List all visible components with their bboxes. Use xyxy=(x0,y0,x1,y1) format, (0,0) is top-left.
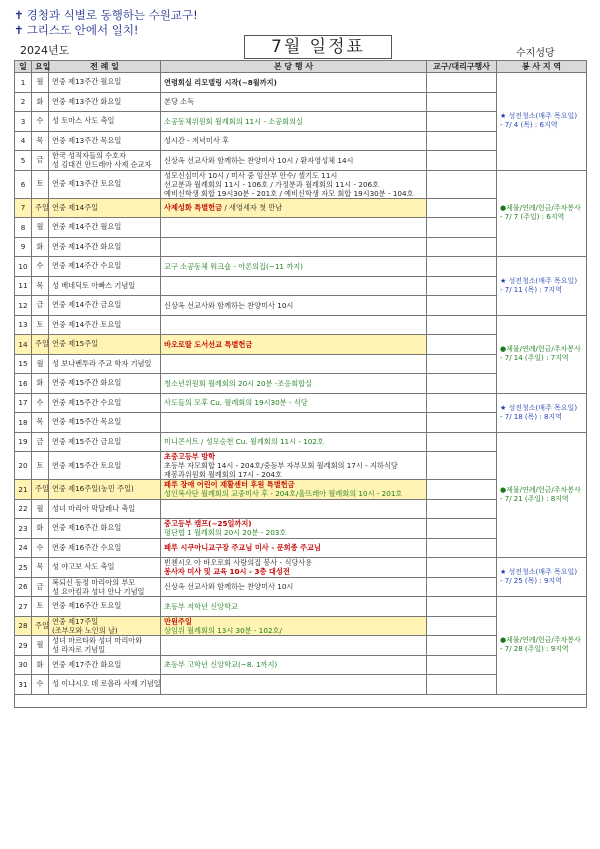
event-cell xyxy=(161,393,427,413)
day-cell: 24 xyxy=(15,538,32,558)
liturgy-cell: 연중 제14주간 토요일 xyxy=(49,315,161,335)
table-row xyxy=(15,170,587,198)
diocese-cell xyxy=(427,112,497,132)
diocese-cell xyxy=(427,616,497,636)
event-text: 초중고등부 방학 xyxy=(164,452,216,461)
event-text: 교구 소공동체 워크숍 - 아론의집(~11 까지) xyxy=(164,261,303,271)
diocese-cell xyxy=(427,131,497,151)
weekday-cell: 목 xyxy=(32,558,49,578)
event-text: 사도들의 모후 Cu. 월례회의 19시30분 - 식당 xyxy=(164,398,308,408)
day-cell: 11 xyxy=(15,276,32,296)
liturgy-cell: 연중 제15주간 금요일 xyxy=(49,432,161,452)
diocese-cell xyxy=(427,597,497,617)
liturgy-line: (조부모와 노인의 날) xyxy=(52,625,118,635)
day-cell: 21 xyxy=(15,480,32,500)
event-cell xyxy=(161,237,427,257)
day-cell: 1 xyxy=(15,73,32,93)
cross-icon: ✝ xyxy=(14,8,24,22)
liturgy-cell: 연중 제15주간 토요일 xyxy=(49,452,161,480)
diocese-cell xyxy=(427,519,497,539)
liturgy-line: 성 요아킴과 성녀 안나 기념일 xyxy=(52,586,145,596)
diocese-cell xyxy=(427,151,497,171)
event-cell xyxy=(161,296,427,316)
day-cell: 10 xyxy=(15,257,32,277)
weekday-cell: 금 xyxy=(32,151,49,171)
day-cell: 7 xyxy=(15,198,32,218)
day-cell: 23 xyxy=(15,519,32,539)
service-area-cell xyxy=(497,170,587,257)
event-cell xyxy=(161,335,427,355)
weekday-cell: 목 xyxy=(32,276,49,296)
weekday-cell: 목 xyxy=(32,413,49,433)
service-line: ★ 성전청소(매주 목요일) xyxy=(500,276,578,285)
event-text: 신상옥 선교사와 함께하는 찬양미사 10시 / 환자영성체 14시 xyxy=(164,155,354,165)
event-text: 신상옥 선교사와 함께하는 찬양미사 10시 xyxy=(164,300,294,310)
diocese-cell xyxy=(427,558,497,578)
day-cell: 2 xyxy=(15,92,32,112)
event-cell xyxy=(161,170,427,198)
event-text: 성모신심미사 10시 / 미사 중 임산부 안수/ 셀기도 11시 xyxy=(164,170,338,180)
event-cell xyxy=(161,480,427,500)
table-row xyxy=(15,257,587,277)
service-line: - 7/ 25 (목) : 9지역 xyxy=(500,577,562,585)
service-line: - 7/ 21 (주일) : 8지역 xyxy=(500,494,569,503)
weekday-cell: 수 xyxy=(32,112,49,132)
weekday-cell: 토 xyxy=(32,315,49,335)
service-line: ★ 성전청소(매주 목요일) xyxy=(500,403,578,412)
event-cell xyxy=(161,413,427,433)
diocese-cell xyxy=(427,276,497,296)
diocese-cell xyxy=(427,480,497,500)
liturgy-line: 성녀 마르타와 성녀 마리아와 xyxy=(52,636,143,646)
service-line: - 7/ 14 (주일) : 7지역 xyxy=(500,354,569,362)
liturgy-cell: 연중 제15주간 수요일 xyxy=(49,393,161,413)
service-line: ●제물/연례/헌금/주차봉사 xyxy=(500,485,581,494)
event-cell xyxy=(161,92,427,112)
liturgy-cell xyxy=(49,636,161,656)
day-cell: 25 xyxy=(15,558,32,578)
weekday-cell: 주일 xyxy=(32,616,49,636)
weekday-cell: 월 xyxy=(32,499,49,519)
liturgy-cell: 연중 제16주일(농민 주일) xyxy=(49,480,161,500)
diocese-cell xyxy=(427,374,497,394)
year-label: 2024년도 xyxy=(20,44,70,57)
liturgy-cell: 성 베네딕토 아빠스 기념일 xyxy=(49,276,161,296)
weekday-cell: 주일 xyxy=(32,480,49,500)
diocese-cell xyxy=(427,655,497,675)
service-area-cell xyxy=(497,73,587,171)
event-cell xyxy=(161,131,427,151)
service-line: - 7/ 11 (목) : 7지역 xyxy=(500,285,562,294)
table-row xyxy=(15,558,587,578)
liturgy-cell xyxy=(49,151,161,171)
liturgy-cell: 연중 제14주간 수요일 xyxy=(49,257,161,277)
event-text: 선교분과 월례회의 11시 - 106호 / 가정분과 월례회의 11시 - 206호 xyxy=(164,179,380,189)
weekday-cell: 월 xyxy=(32,636,49,656)
event-text: 초등부 고학년 신앙학교(~8. 1까지) xyxy=(164,660,278,670)
table-row xyxy=(15,315,587,335)
diocese-cell xyxy=(427,577,497,597)
liturgy-cell: 연중 제13주간 목요일 xyxy=(49,131,161,151)
event-cell xyxy=(161,151,427,171)
weekday-cell: 화 xyxy=(32,92,49,112)
liturgy-cell: 연중 제15주간 화요일 xyxy=(49,374,161,394)
weekday-cell: 금 xyxy=(32,296,49,316)
table-header-row xyxy=(15,61,587,73)
weekday-cell: 목 xyxy=(32,131,49,151)
diocese-cell xyxy=(427,198,497,218)
day-cell: 8 xyxy=(15,218,32,238)
event-cell xyxy=(161,597,427,617)
day-cell: 15 xyxy=(15,354,32,374)
diocese-cell xyxy=(427,73,497,93)
liturgy-cell: 연중 제16주간 화요일 xyxy=(49,519,161,539)
weekday-cell: 금 xyxy=(32,432,49,452)
event-cell xyxy=(161,577,427,597)
liturgy-cell: 성 토마스 사도 축일 xyxy=(49,112,161,132)
event-text: 평단협 1 월례회의 20시 20분 - 203호 xyxy=(164,528,287,538)
header-diocese: 교구/대리구행사 xyxy=(427,61,497,73)
diocese-cell xyxy=(427,413,497,433)
weekday-cell: 월 xyxy=(32,73,49,93)
event-cell xyxy=(161,218,427,238)
day-cell: 4 xyxy=(15,131,32,151)
day-cell: 31 xyxy=(15,675,32,695)
service-line: - 7/ 18 (목) : 8지역 xyxy=(500,412,562,421)
event-cell xyxy=(161,374,427,394)
service-line: ★ 성전청소(매주 목요일) xyxy=(500,112,578,121)
liturgy-cell: 연중 제14주간 화요일 xyxy=(49,237,161,257)
event-cell xyxy=(161,675,427,695)
diocese-cell xyxy=(427,452,497,480)
event-cell xyxy=(161,636,427,656)
event-text: 사제성화 특별헌금 xyxy=(164,202,223,212)
event-text: 청소년위원회 월례회의 20시 20분 -조응회합실 xyxy=(164,378,313,388)
weekday-cell: 토 xyxy=(32,452,49,480)
event-text: 재봉과위원회 월례회의 17시 - 204호 xyxy=(164,470,282,479)
weekday-cell: 월 xyxy=(32,354,49,374)
diocese-cell xyxy=(427,296,497,316)
diocese-cell xyxy=(427,675,497,695)
service-line: ●제물/연례/헌금/주차봉사 xyxy=(500,636,581,645)
service-area-cell xyxy=(497,257,587,316)
liturgy-line: 복되신 동정 마리아의 부모 xyxy=(52,577,136,587)
event-cell xyxy=(161,452,427,480)
weekday-cell: 주일 xyxy=(32,198,49,218)
diocese-cell xyxy=(427,335,497,355)
day-cell: 5 xyxy=(15,151,32,171)
day-cell: 17 xyxy=(15,393,32,413)
service-line: ★ 성전청소(매주 목요일) xyxy=(500,568,578,576)
event-cell xyxy=(161,354,427,374)
weekday-cell: 화 xyxy=(32,519,49,539)
liturgy-cell: 연중 제16주간 토요일 xyxy=(49,597,161,617)
diocese-cell xyxy=(427,432,497,452)
liturgy-cell: 성 야고보 사도 축일 xyxy=(49,558,161,578)
parish-name: 수지성당 xyxy=(516,48,555,59)
day-cell: 29 xyxy=(15,636,32,656)
service-line: ●제물/연례/헌금/주차봉사 xyxy=(500,204,581,213)
event-text: 패루 장애 어린이 재활센터 후원 특별헌금 xyxy=(164,480,295,490)
event-text: 빈첸시오 아 바오로회 사랑의집 봉사 - 식당사용 xyxy=(164,558,313,568)
day-cell: 27 xyxy=(15,597,32,617)
diocese-cell xyxy=(427,636,497,656)
liturgy-cell: 연중 제15주일 xyxy=(49,335,161,355)
schedule-table xyxy=(14,60,587,708)
liturgy-line: 한국 성직자들의 수호자 xyxy=(52,151,127,161)
header-service: 봉 사 지 역 xyxy=(497,61,587,73)
event-cell xyxy=(161,655,427,675)
event-text: 미니콘서트 / 성모승천 Cu. 월례회의 11시 - 102호 xyxy=(164,437,324,447)
table-row xyxy=(15,393,587,413)
diocese-cell xyxy=(427,218,497,238)
header-weekday: 요일 xyxy=(32,61,49,73)
event-text: 페루 시쿠아니교구장 주교님 미사 - 문희종 주교님 xyxy=(164,543,321,553)
header-events: 본 당 행 사 xyxy=(161,61,427,73)
weekday-cell: 화 xyxy=(32,655,49,675)
service-area-cell xyxy=(497,597,587,695)
day-cell: 6 xyxy=(15,170,32,198)
diocese-cell xyxy=(427,499,497,519)
event-text: 초등부 자모회합 14시 - 204호/중등부 자부모회 월례회의 17시 - 지하식당 xyxy=(164,461,398,470)
event-text: 바오로딸 도서선교 특별헌금 xyxy=(164,339,253,349)
day-cell: 9 xyxy=(15,237,32,257)
day-cell: 18 xyxy=(15,413,32,433)
weekday-cell: 수 xyxy=(32,538,49,558)
liturgy-line: 성 라자로 기념일 xyxy=(52,645,106,655)
diocese-cell xyxy=(427,315,497,335)
event-cell xyxy=(161,499,427,519)
diocese-cell xyxy=(427,170,497,198)
event-cell xyxy=(161,276,427,296)
diocese-cell xyxy=(427,354,497,374)
day-cell: 22 xyxy=(15,499,32,519)
event-text: 봉사자 미사 및 교육 10시 - 3층 대성전 xyxy=(164,567,290,577)
diocese-cell xyxy=(427,393,497,413)
event-cell xyxy=(161,519,427,539)
diocese-cell xyxy=(427,257,497,277)
liturgy-cell: 성 보나벤투라 주교 학자 기념일 xyxy=(49,354,161,374)
event-text: 상임위 월례회의 13시 30분 - 102호/ xyxy=(164,625,282,635)
weekday-cell: 수 xyxy=(32,393,49,413)
liturgy-cell: 연중 제15주간 목요일 xyxy=(49,413,161,433)
event-text: 예비신학생 회합 19시30분 - 201호 / 예비신학생 자모 회합 19시30분 - 104호 xyxy=(164,188,414,198)
motto-line-1: ✝ 경청과 식별로 동행하는 수원교구! xyxy=(14,8,198,22)
liturgy-cell: 연중 제17주간 화요일 xyxy=(49,655,161,675)
liturgy-cell: 성녀 마리아 막달레나 축일 xyxy=(49,499,161,519)
event-cell xyxy=(161,112,427,132)
service-area-cell xyxy=(497,393,587,432)
mottos xyxy=(14,8,198,38)
event-cell xyxy=(161,558,427,578)
event-text: 성인복사단 월례회의 교중미사 후 - 204호/울뜨레아 월례회의 10시 - 201호 xyxy=(164,489,403,499)
event-text: 초등부 저학년 신앙학교 xyxy=(164,601,239,611)
day-cell: 13 xyxy=(15,315,32,335)
event-cell xyxy=(161,616,427,636)
event-cell xyxy=(161,432,427,452)
weekday-cell: 토 xyxy=(32,597,49,617)
service-line: ●제물/연례/헌금/주차봉사 xyxy=(500,345,581,353)
weekday-cell: 금 xyxy=(32,577,49,597)
event-text: 성시간 - 저녁미사 후 xyxy=(164,136,229,146)
event-cell xyxy=(161,73,427,93)
weekday-cell: 주일 xyxy=(32,335,49,355)
table-row xyxy=(15,597,587,617)
service-line: - 7/ 7 (주일) : 6지역 xyxy=(500,213,565,222)
service-area-cell xyxy=(497,315,587,393)
service-line: - 7/ 28 (주일) : 9지역 xyxy=(500,645,569,654)
table-row xyxy=(15,73,587,93)
day-cell: 3 xyxy=(15,112,32,132)
weekday-cell: 화 xyxy=(32,237,49,257)
liturgy-cell: 성 이냐시오 데 로욜라 사제 기념일 xyxy=(49,675,161,695)
liturgy-line: 연중 제17주일 xyxy=(52,616,99,626)
day-cell: 28 xyxy=(15,616,32,636)
liturgy-cell: 연중 제13주간 화요일 xyxy=(49,92,161,112)
weekday-cell: 토 xyxy=(32,170,49,198)
header-day: 일 xyxy=(15,61,32,73)
weekday-cell: 월 xyxy=(32,218,49,238)
cross-icon: ✝ xyxy=(14,23,24,37)
liturgy-cell xyxy=(49,577,161,597)
header-liturgy: 전 례 일 xyxy=(49,61,161,73)
event-cell xyxy=(161,538,427,558)
service-line: - 7/ 4 (목) : 6지역 xyxy=(500,121,558,130)
service-area-cell xyxy=(497,432,587,558)
event-text: 소공동체위원회 월례회의 11시 - 소공회의실 xyxy=(164,116,303,126)
day-cell: 20 xyxy=(15,452,32,480)
event-text: / 새영세자 첫 만남 xyxy=(222,202,283,212)
event-text: 신상옥 선교사와 함께하는 찬양미사 10시 xyxy=(164,582,294,592)
weekday-cell: 수 xyxy=(32,257,49,277)
event-cell xyxy=(161,198,427,218)
day-cell: 12 xyxy=(15,296,32,316)
diocese-cell xyxy=(427,237,497,257)
event-text: 만원주일 xyxy=(164,616,192,626)
liturgy-cell: 연중 제14주일 xyxy=(49,198,161,218)
diocese-cell xyxy=(427,538,497,558)
liturgy-cell: 연중 제13주간 월요일 xyxy=(49,73,161,93)
blank-row xyxy=(15,694,587,707)
liturgy-cell: 연중 제14주간 금요일 xyxy=(49,296,161,316)
weekday-cell: 화 xyxy=(32,374,49,394)
liturgy-line: 성 김대건 안드레아 사제 순교자 xyxy=(52,160,152,170)
liturgy-cell: 연중 제13주간 토요일 xyxy=(49,170,161,198)
event-text: 중고등부 캠프(~25일까지) xyxy=(164,519,252,529)
liturgy-cell: 연중 제16주간 수요일 xyxy=(49,538,161,558)
liturgy-cell xyxy=(49,616,161,636)
event-text: 본당 소독 xyxy=(164,97,195,107)
liturgy-cell: 연중 제14주간 월요일 xyxy=(49,218,161,238)
day-cell: 16 xyxy=(15,374,32,394)
weekday-cell: 수 xyxy=(32,675,49,695)
day-cell: 19 xyxy=(15,432,32,452)
table-row xyxy=(15,432,587,452)
event-cell xyxy=(161,315,427,335)
day-cell: 30 xyxy=(15,655,32,675)
motto-line-2: ✝ 그리스도 안에서 일치! xyxy=(14,23,139,37)
diocese-cell xyxy=(427,92,497,112)
page-title: 7월 일정표 xyxy=(244,35,392,59)
day-cell: 14 xyxy=(15,335,32,355)
service-area-cell xyxy=(497,558,587,597)
event-cell xyxy=(161,257,427,277)
day-cell: 26 xyxy=(15,577,32,597)
event-text: 연령회실 리모델링 시작(~8월까지) xyxy=(164,77,277,87)
